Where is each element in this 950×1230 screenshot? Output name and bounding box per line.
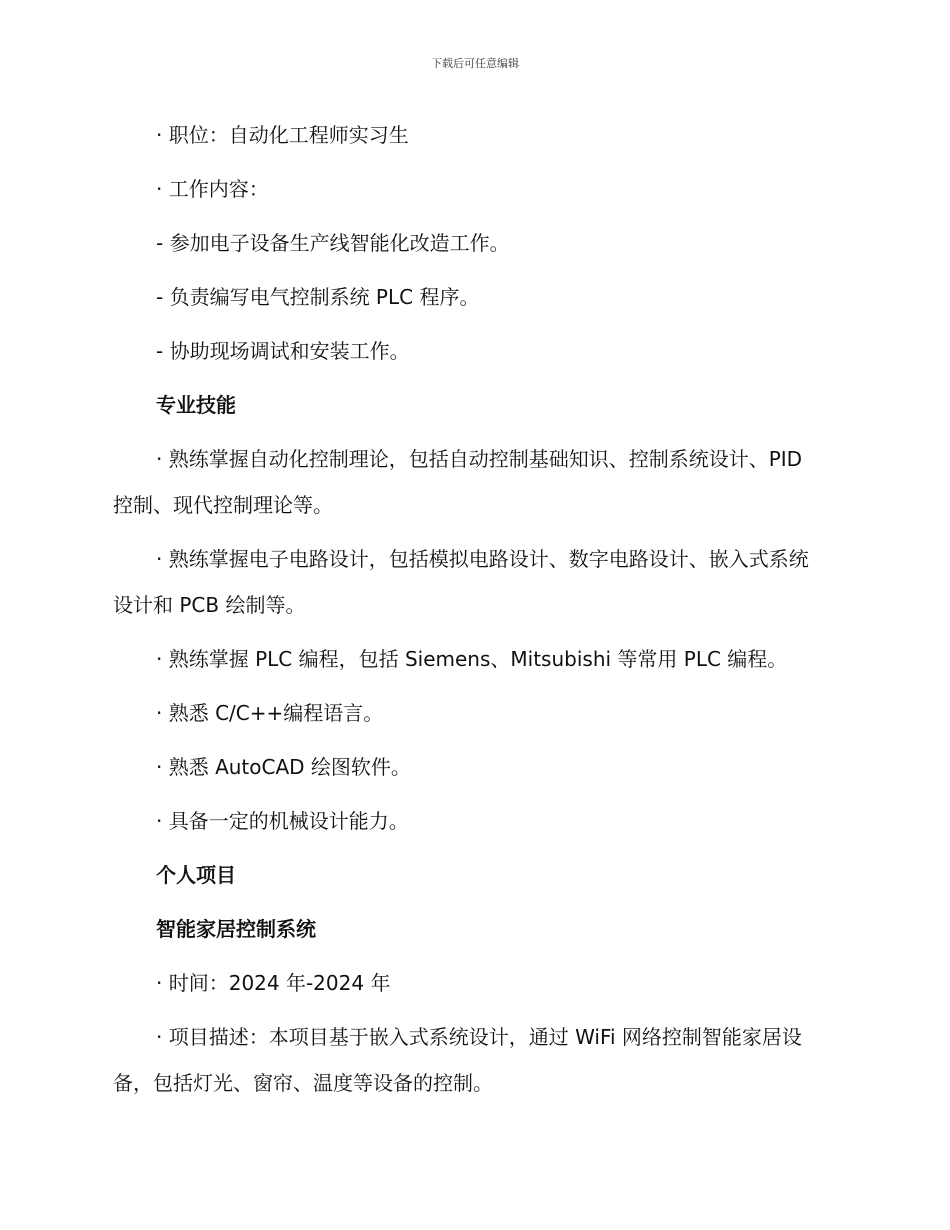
skill-item: · 熟练掌握自动化控制理论，包括自动控制基础知识、控制系统设计、PID 控制、现代控制理论等。: [113, 447, 803, 517]
job-duty-item: - 负责编写电气控制系统 PLC 程序。: [156, 285, 480, 309]
project-title: 智能家居控制系统: [156, 917, 316, 941]
skill-item: · 具备一定的机械设计能力。: [156, 809, 409, 833]
job-duty-item: - 协助现场调试和安装工作。: [156, 339, 410, 363]
job-content-label: · 工作内容：: [156, 177, 269, 201]
job-duty-item: - 参加电子设备生产线智能化改造工作。: [156, 231, 510, 255]
job-position-line: · 职位：自动化工程师实习生: [156, 123, 409, 147]
project-time: · 时间：2024 年-2024 年: [156, 971, 391, 995]
skill-item: · 熟悉 C/C++编程语言。: [156, 701, 384, 725]
section-heading-skills: 专业技能: [156, 393, 236, 417]
page-header: 下载后可任意编辑: [431, 57, 519, 70]
section-heading-projects: 个人项目: [156, 863, 236, 887]
skill-item: · 熟练掌握电子电路设计，包括模拟电路设计、数字电路设计、嵌入式系统设计和 PCB 绘制等。: [113, 547, 809, 617]
document-body: [113, 108, 828, 1110]
project-description: · 项目描述：本项目基于嵌入式系统设计，通过 WiFi 网络控制智能家居设备，包括灯光、窗帘、温度等设备的控制。: [113, 1025, 802, 1095]
skill-item: · 熟练掌握 PLC 编程，包括 Siemens、Mitsubishi 等常用 PLC 编程。: [156, 647, 788, 671]
skill-item: · 熟悉 AutoCAD 绘图软件。: [156, 755, 411, 779]
